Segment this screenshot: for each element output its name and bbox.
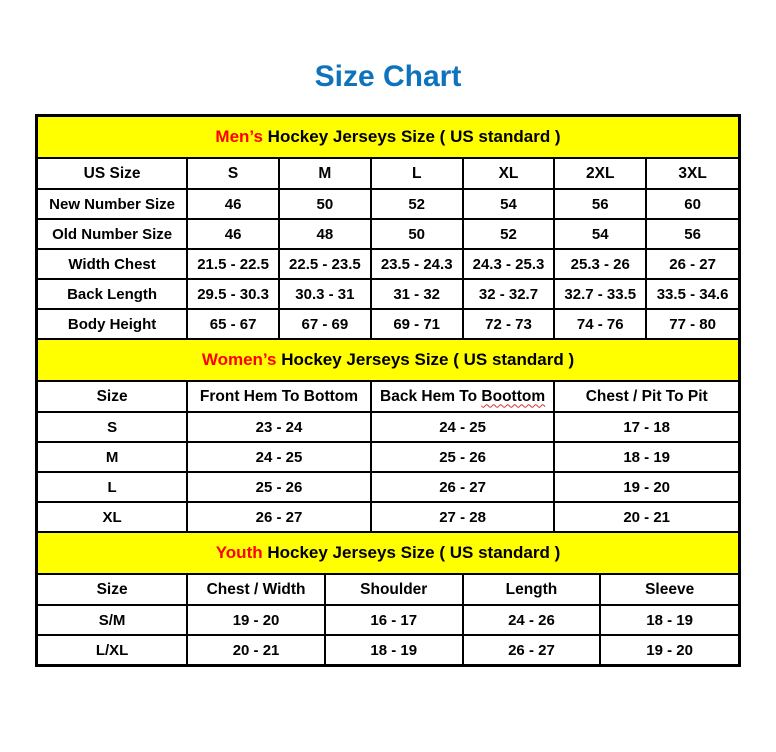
cell-value: 72 - 73 <box>463 309 555 338</box>
section-mens <box>38 117 738 338</box>
cell-value: 32 - 32.7 <box>463 279 555 309</box>
cell-value: 26 - 27 <box>646 249 738 279</box>
column-header-row <box>38 575 738 605</box>
cell-value: 24 - 25 <box>371 412 555 442</box>
cell-value: 52 <box>371 189 463 219</box>
column-header: 3XL <box>646 159 738 189</box>
cell-value: 33.5 - 34.6 <box>646 279 738 309</box>
cell-value: 18 - 19 <box>554 442 738 472</box>
table-row <box>38 605 738 635</box>
row-label: Back Length <box>38 279 187 309</box>
cell-value: 25 - 26 <box>187 472 371 502</box>
cell-value: 56 <box>554 189 646 219</box>
section-womens <box>38 338 738 531</box>
column-header: M <box>279 159 371 189</box>
cell-value: 26 - 27 <box>463 635 601 664</box>
column-header: Length <box>463 575 601 605</box>
section-youth <box>38 531 738 664</box>
youth-section-header <box>38 531 738 575</box>
womens-size-table <box>38 382 738 531</box>
row-label: L/XL <box>38 635 187 664</box>
row-label: M <box>38 442 187 472</box>
mens-header-text: Hockey Jerseys Size ( US standard ) <box>262 127 561 146</box>
cell-value: 54 <box>554 219 646 249</box>
table-row <box>38 189 738 219</box>
row-label: S/M <box>38 605 187 635</box>
cell-value: 67 - 69 <box>279 309 371 338</box>
column-header: L <box>371 159 463 189</box>
column-header: Back Hem To Boottom <box>371 382 555 412</box>
mens-accent-word: Men’s <box>215 127 263 146</box>
cell-value: 77 - 80 <box>646 309 738 338</box>
cell-value: 17 - 18 <box>554 412 738 442</box>
size-chart <box>35 114 741 667</box>
cell-value: 50 <box>279 189 371 219</box>
cell-value: 21.5 - 22.5 <box>187 249 279 279</box>
column-header: 2XL <box>554 159 646 189</box>
cell-value: 32.7 - 33.5 <box>554 279 646 309</box>
column-header-row <box>38 159 738 189</box>
row-label: Old Number Size <box>38 219 187 249</box>
cell-value: 20 - 21 <box>554 502 738 531</box>
cell-value: 31 - 32 <box>371 279 463 309</box>
table-row <box>38 472 738 502</box>
cell-value: 22.5 - 23.5 <box>279 249 371 279</box>
cell-value: 25 - 26 <box>371 442 555 472</box>
table-row <box>38 412 738 442</box>
row-label: XL <box>38 502 187 531</box>
youth-header-text: Hockey Jerseys Size ( US standard ) <box>262 543 561 562</box>
column-header: Size <box>38 382 187 412</box>
row-label: New Number Size <box>38 189 187 219</box>
table-row <box>38 279 738 309</box>
cell-value: 23 - 24 <box>187 412 371 442</box>
column-header: Front Hem To Bottom <box>187 382 371 412</box>
table-row <box>38 249 738 279</box>
cell-value: 26 - 27 <box>187 502 371 531</box>
cell-value: 60 <box>646 189 738 219</box>
column-header: Sleeve <box>600 575 738 605</box>
cell-value: 24 - 25 <box>187 442 371 472</box>
cell-value: 65 - 67 <box>187 309 279 338</box>
table-row <box>38 635 738 664</box>
table-row <box>38 442 738 472</box>
cell-value: 48 <box>279 219 371 249</box>
cell-value: 54 <box>463 189 555 219</box>
cell-value: 25.3 - 26 <box>554 249 646 279</box>
youth-size-table <box>38 575 738 664</box>
cell-value: 56 <box>646 219 738 249</box>
column-header: Chest / Width <box>187 575 325 605</box>
cell-value: 19 - 20 <box>187 605 325 635</box>
cell-value: 46 <box>187 219 279 249</box>
womens-accent-word: Women’s <box>201 350 277 369</box>
mens-size-table <box>38 159 738 338</box>
cell-value: 23.5 - 24.3 <box>371 249 463 279</box>
table-row <box>38 309 738 338</box>
table-row <box>38 502 738 531</box>
cell-value: 20 - 21 <box>187 635 325 664</box>
table-row <box>38 219 738 249</box>
column-header: Chest / Pit To Pit <box>554 382 738 412</box>
cell-value: 18 - 19 <box>325 635 463 664</box>
cell-value: 69 - 71 <box>371 309 463 338</box>
misspelled-word: Boottom <box>481 387 546 405</box>
cell-value: 19 - 20 <box>554 472 738 502</box>
cell-value: 19 - 20 <box>600 635 738 664</box>
column-header-row <box>38 382 738 412</box>
cell-value: 50 <box>371 219 463 249</box>
youth-accent-word: Youth <box>215 543 263 562</box>
womens-header-text: Hockey Jerseys Size ( US standard ) <box>276 350 575 369</box>
cell-value: 16 - 17 <box>325 605 463 635</box>
row-label: Body Height <box>38 309 187 338</box>
column-header: Size <box>38 575 187 605</box>
cell-value: 52 <box>463 219 555 249</box>
cell-value: 74 - 76 <box>554 309 646 338</box>
row-label: L <box>38 472 187 502</box>
column-header: US Size <box>38 159 187 189</box>
cell-value: 30.3 - 31 <box>279 279 371 309</box>
cell-value: 46 <box>187 189 279 219</box>
column-header: S <box>187 159 279 189</box>
cell-value: 24 - 26 <box>463 605 601 635</box>
cell-value: 26 - 27 <box>371 472 555 502</box>
womens-section-header <box>38 338 738 382</box>
cell-value: 27 - 28 <box>371 502 555 531</box>
column-header: XL <box>463 159 555 189</box>
page-title: Size Chart <box>314 60 462 93</box>
mens-section-header <box>38 117 738 159</box>
cell-value: 29.5 - 30.3 <box>187 279 279 309</box>
column-header: Shoulder <box>325 575 463 605</box>
cell-value: 18 - 19 <box>600 605 738 635</box>
row-label: S <box>38 412 187 442</box>
cell-value: 24.3 - 25.3 <box>463 249 555 279</box>
row-label: Width Chest <box>38 249 187 279</box>
